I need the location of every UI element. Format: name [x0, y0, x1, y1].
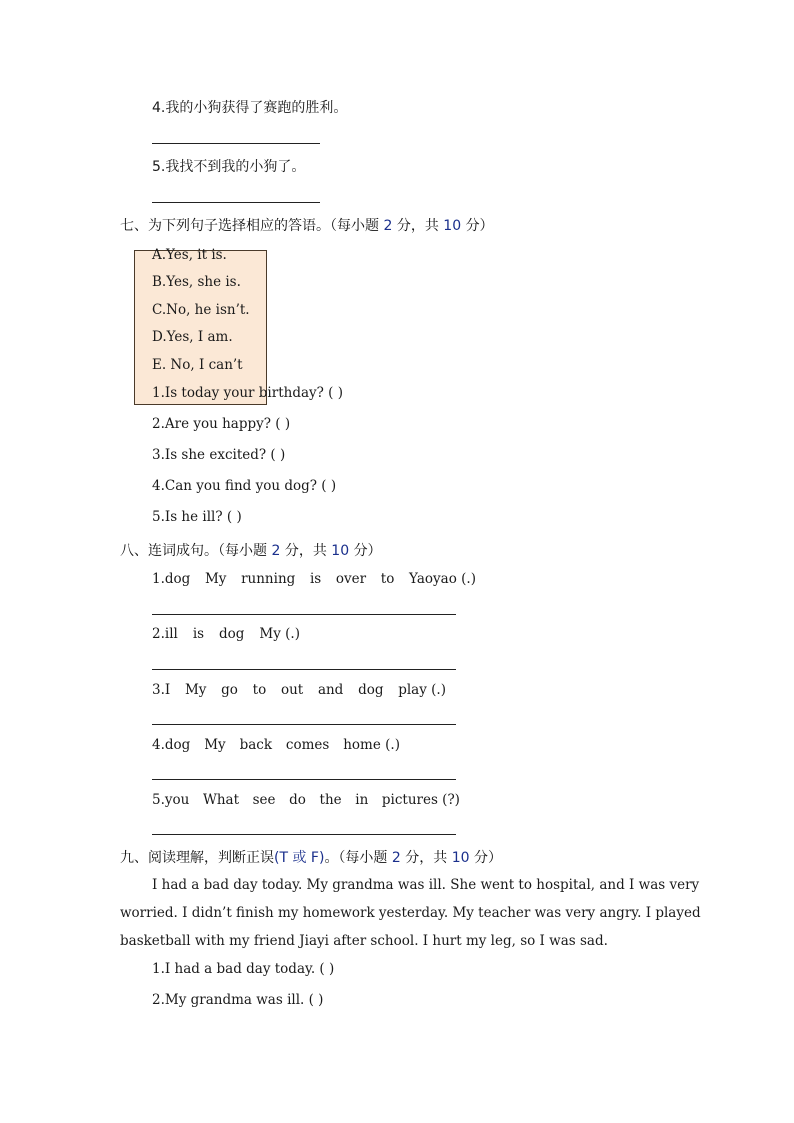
question-9-1[interactable]: 1.I had a bad day today. ( ): [152, 961, 335, 977]
word: dog: [219, 626, 245, 642]
question-7-1[interactable]: 1.Is today your birthday? ( ): [152, 385, 343, 401]
word: out: [280, 682, 304, 698]
word: My: [204, 737, 226, 753]
question-7-2[interactable]: 2.Are you happy? ( ): [152, 416, 291, 432]
word: running: [241, 571, 296, 587]
passage-line-2: worried. I didn’t finish my homework yesterday. My teacher was very angry. I played: [120, 905, 701, 921]
option-e: E. No, I can’t: [152, 357, 243, 373]
word: My: [204, 571, 227, 587]
option-b: B.Yes, she is.: [152, 274, 241, 290]
question-7-3[interactable]: 3.Is she excited? ( ): [152, 447, 286, 463]
word: 3.I: [152, 682, 171, 698]
word: 1.dog: [152, 571, 191, 587]
word: dog: [358, 682, 384, 698]
word: over: [335, 571, 367, 587]
word: 4.dog: [152, 737, 191, 753]
option-c: C.No, he isn’t.: [152, 302, 250, 318]
option-d: D.Yes, I am.: [152, 329, 233, 345]
word: 5.you: [152, 792, 190, 808]
answer-line-8-4[interactable]: [152, 779, 456, 780]
scrambled-sentence-1: [152, 571, 476, 587]
word: the: [319, 792, 342, 808]
word: back: [239, 737, 272, 753]
scrambled-sentence-5: [152, 792, 460, 808]
word: is: [192, 626, 205, 642]
section-9-title: 九、阅读理解，判断正误(T 或 F)。（每小题 2 分，共 10 分）: [120, 850, 502, 866]
answer-line-6-5[interactable]: [152, 202, 320, 203]
answer-line-8-2[interactable]: [152, 669, 456, 670]
word: What: [202, 792, 239, 808]
passage-line-1: I had a bad day today. My grandma was ill. She went to hospital, and I was very: [152, 877, 700, 893]
word: pictures (?): [381, 792, 460, 808]
word: home (.): [343, 737, 400, 753]
answer-line-6-4[interactable]: [152, 143, 320, 144]
word: go: [221, 682, 238, 698]
scrambled-sentence-3: [152, 682, 446, 698]
question-7-5[interactable]: 5.Is he ill? ( ): [152, 509, 242, 525]
word: in: [355, 792, 369, 808]
word: My: [184, 682, 207, 698]
scrambled-sentence-2: [152, 626, 300, 642]
question-6-4: 4.我的小狗获得了赛跑的胜利。: [152, 100, 348, 116]
answer-line-8-1[interactable]: [152, 614, 456, 615]
word: to: [380, 571, 395, 587]
question-7-4[interactable]: 4.Can you find you dog? ( ): [152, 478, 337, 494]
word: 2.ill: [152, 626, 178, 642]
word: is: [309, 571, 322, 587]
answer-line-8-3[interactable]: [152, 724, 456, 725]
section-8-title: 八、连词成句。（每小题 2 分，共 10 分）: [120, 543, 382, 559]
question-6-5: 5.我找不到我的小狗了。: [152, 159, 306, 175]
scrambled-sentence-4: [152, 737, 400, 753]
option-a: A.Yes, it is.: [152, 247, 227, 263]
word: see: [252, 792, 276, 808]
answer-line-8-5[interactable]: [152, 834, 456, 835]
word: play (.): [398, 682, 446, 698]
word: do: [289, 792, 306, 808]
passage-line-3: basketball with my friend Jiayi after school. I hurt my leg, so I was sad.: [120, 933, 608, 949]
word: comes: [285, 737, 330, 753]
section-7-title: 七、为下列句子选择相应的答语。（每小题 2 分，共 10 分）: [120, 218, 494, 234]
question-9-2[interactable]: 2.My grandma was ill. ( ): [152, 992, 324, 1008]
word: Yaoyao (.): [409, 571, 476, 587]
word: and: [317, 682, 344, 698]
word: My (.): [259, 626, 300, 642]
word: to: [252, 682, 267, 698]
